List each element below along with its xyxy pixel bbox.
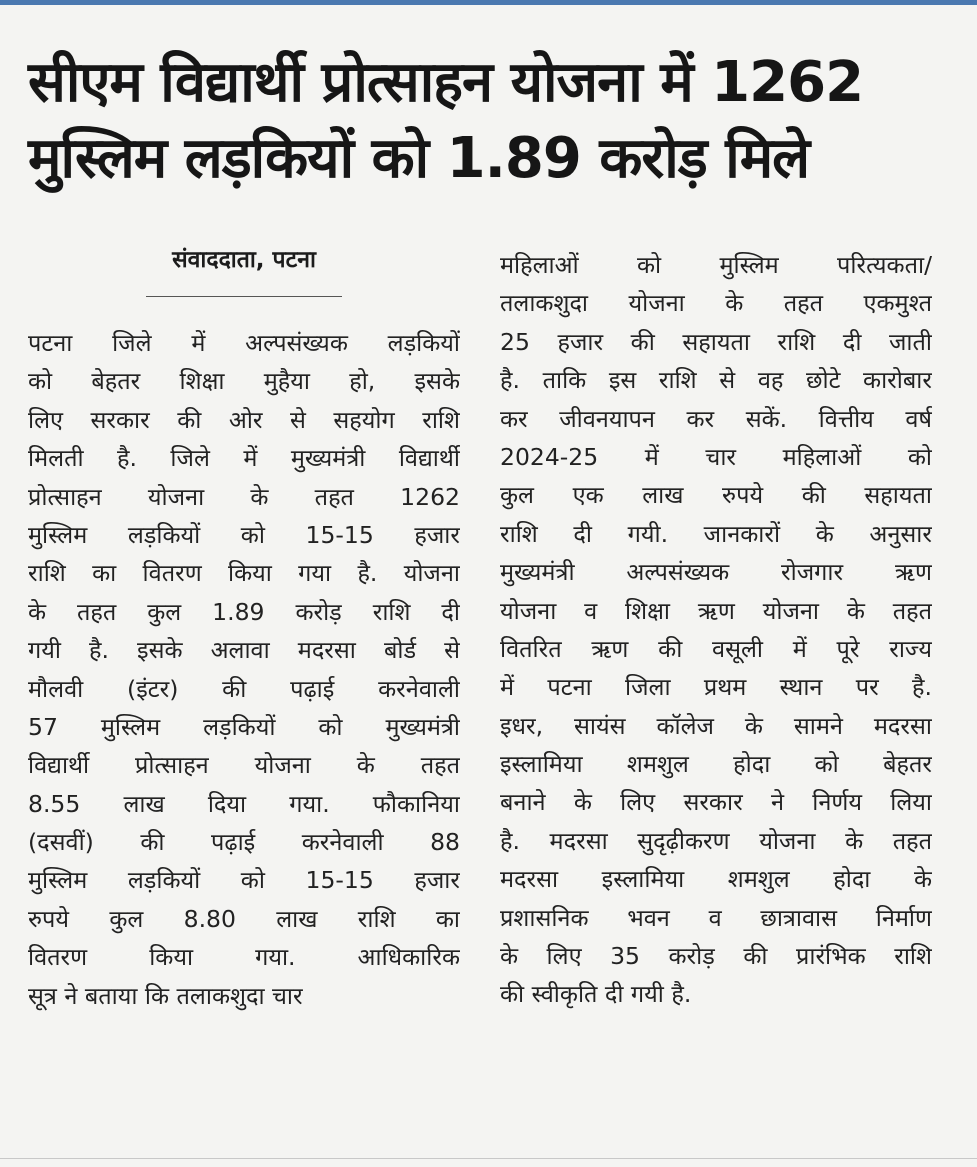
text-line: कुल एक लाख रुपये की सहायता — [500, 481, 932, 510]
text-line: बनाने के लिए सरकार ने निर्णय लिया — [500, 788, 932, 817]
text-line: 8.55 लाख दिया गया. फौकानिया — [28, 789, 460, 818]
text-line: मुख्यमंत्री अल्पसंख्यक रोजगार ऋण — [500, 558, 932, 587]
bottom-divider — [0, 1158, 977, 1159]
text-line: विद्यार्थी प्रोत्साहन योजना के तहत — [28, 751, 460, 780]
text-line: वितरित ऋण की वसूली में पूरे राज्य — [500, 634, 932, 663]
text-line: राशि का वितरण किया गया है. योजना — [28, 559, 460, 588]
headline-line-2: मुस्लिम लड़कियों को 1.89 करोड़ मिले — [28, 126, 810, 191]
text-line: मिलती है. जिले में मुख्यमंत्री विद्यार्थी — [28, 444, 460, 473]
text-line: तलाकशुदा योजना के तहत एकमुश्त — [500, 289, 932, 318]
text-line: के लिए 35 करोड़ की प्रारंभिक राशि — [500, 942, 932, 971]
text-line: राशि दी गयी. जानकारों के अनुसार — [500, 519, 932, 548]
text-line: रुपये कुल 8.80 लाख राशि का — [28, 904, 460, 933]
text-line: मदरसा इस्लामिया शमशुल होदा के — [500, 865, 932, 894]
text-line: मुस्लिम लड़कियों को 15-15 हजार — [28, 866, 460, 895]
text-line: (दसवीं) की पढ़ाई करनेवाली 88 — [28, 828, 460, 857]
text-line: वितरण किया गया. आधिकारिक — [28, 943, 460, 972]
article-column-left — [28, 324, 460, 1015]
text-line: में पटना जिला प्रथम स्थान पर है. — [500, 673, 932, 702]
text-line: की स्वीकृति दी गयी है. — [500, 980, 692, 1009]
text-line: को बेहतर शिक्षा मुहैया हो, इसके — [28, 367, 460, 396]
text-line: इस्लामिया शमशुल होदा को बेहतर — [500, 750, 932, 779]
headline — [28, 45, 948, 197]
text-line: लिए सरकार की ओर से सहयोग राशि — [28, 405, 460, 434]
text-line: गयी है. इसके अलावा मदरसा बोर्ड से — [28, 636, 460, 665]
text-line: पटना जिले में अल्पसंख्यक लड़कियों — [28, 329, 460, 357]
text-line: 2024-25 में चार महिलाओं को — [500, 442, 932, 471]
text-line: के तहत कुल 1.89 करोड़ राशि दी — [28, 597, 460, 626]
text-line: है. ताकि इस राशि से वह छोटे कारोबार — [500, 366, 932, 395]
text-line: योजना व शिक्षा ऋण योजना के तहत — [500, 596, 932, 625]
text-line: महिलाओं को मुस्लिम परित्यकता/ — [500, 251, 932, 279]
text-line: है. मदरसा सुदृढ़ीकरण योजना के तहत — [500, 826, 932, 855]
text-line: प्रशासनिक भवन व छात्रावास निर्माण — [500, 903, 932, 932]
headline-line-1: सीएम विद्यार्थी प्रोत्साहन योजना में 1262 — [28, 50, 864, 115]
text-line: मुस्लिम लड़कियों को 15-15 हजार — [28, 520, 460, 549]
text-line: कर जीवनयापन कर सकें. वित्तीय वर्ष — [500, 404, 932, 433]
text-line: मौलवी (इंटर) की पढ़ाई करनेवाली — [28, 674, 460, 703]
top-border — [0, 0, 977, 5]
text-line: सूत्र ने बताया कि तलाकशुदा चार — [28, 981, 303, 1010]
text-line: 25 हजार की सहायता राशि दी जाती — [500, 327, 932, 356]
text-line: 57 मुस्लिम लड़कियों को मुख्यमंत्री — [28, 712, 460, 741]
article-column-right — [500, 246, 932, 1014]
text-line: इधर, सायंस कॉलेज के सामने मदरसा — [500, 711, 932, 740]
text-line: प्रोत्साहन योजना के तहत 1262 — [28, 482, 460, 511]
byline-divider — [146, 296, 342, 297]
byline: संवाददाता, पटना — [172, 247, 316, 273]
